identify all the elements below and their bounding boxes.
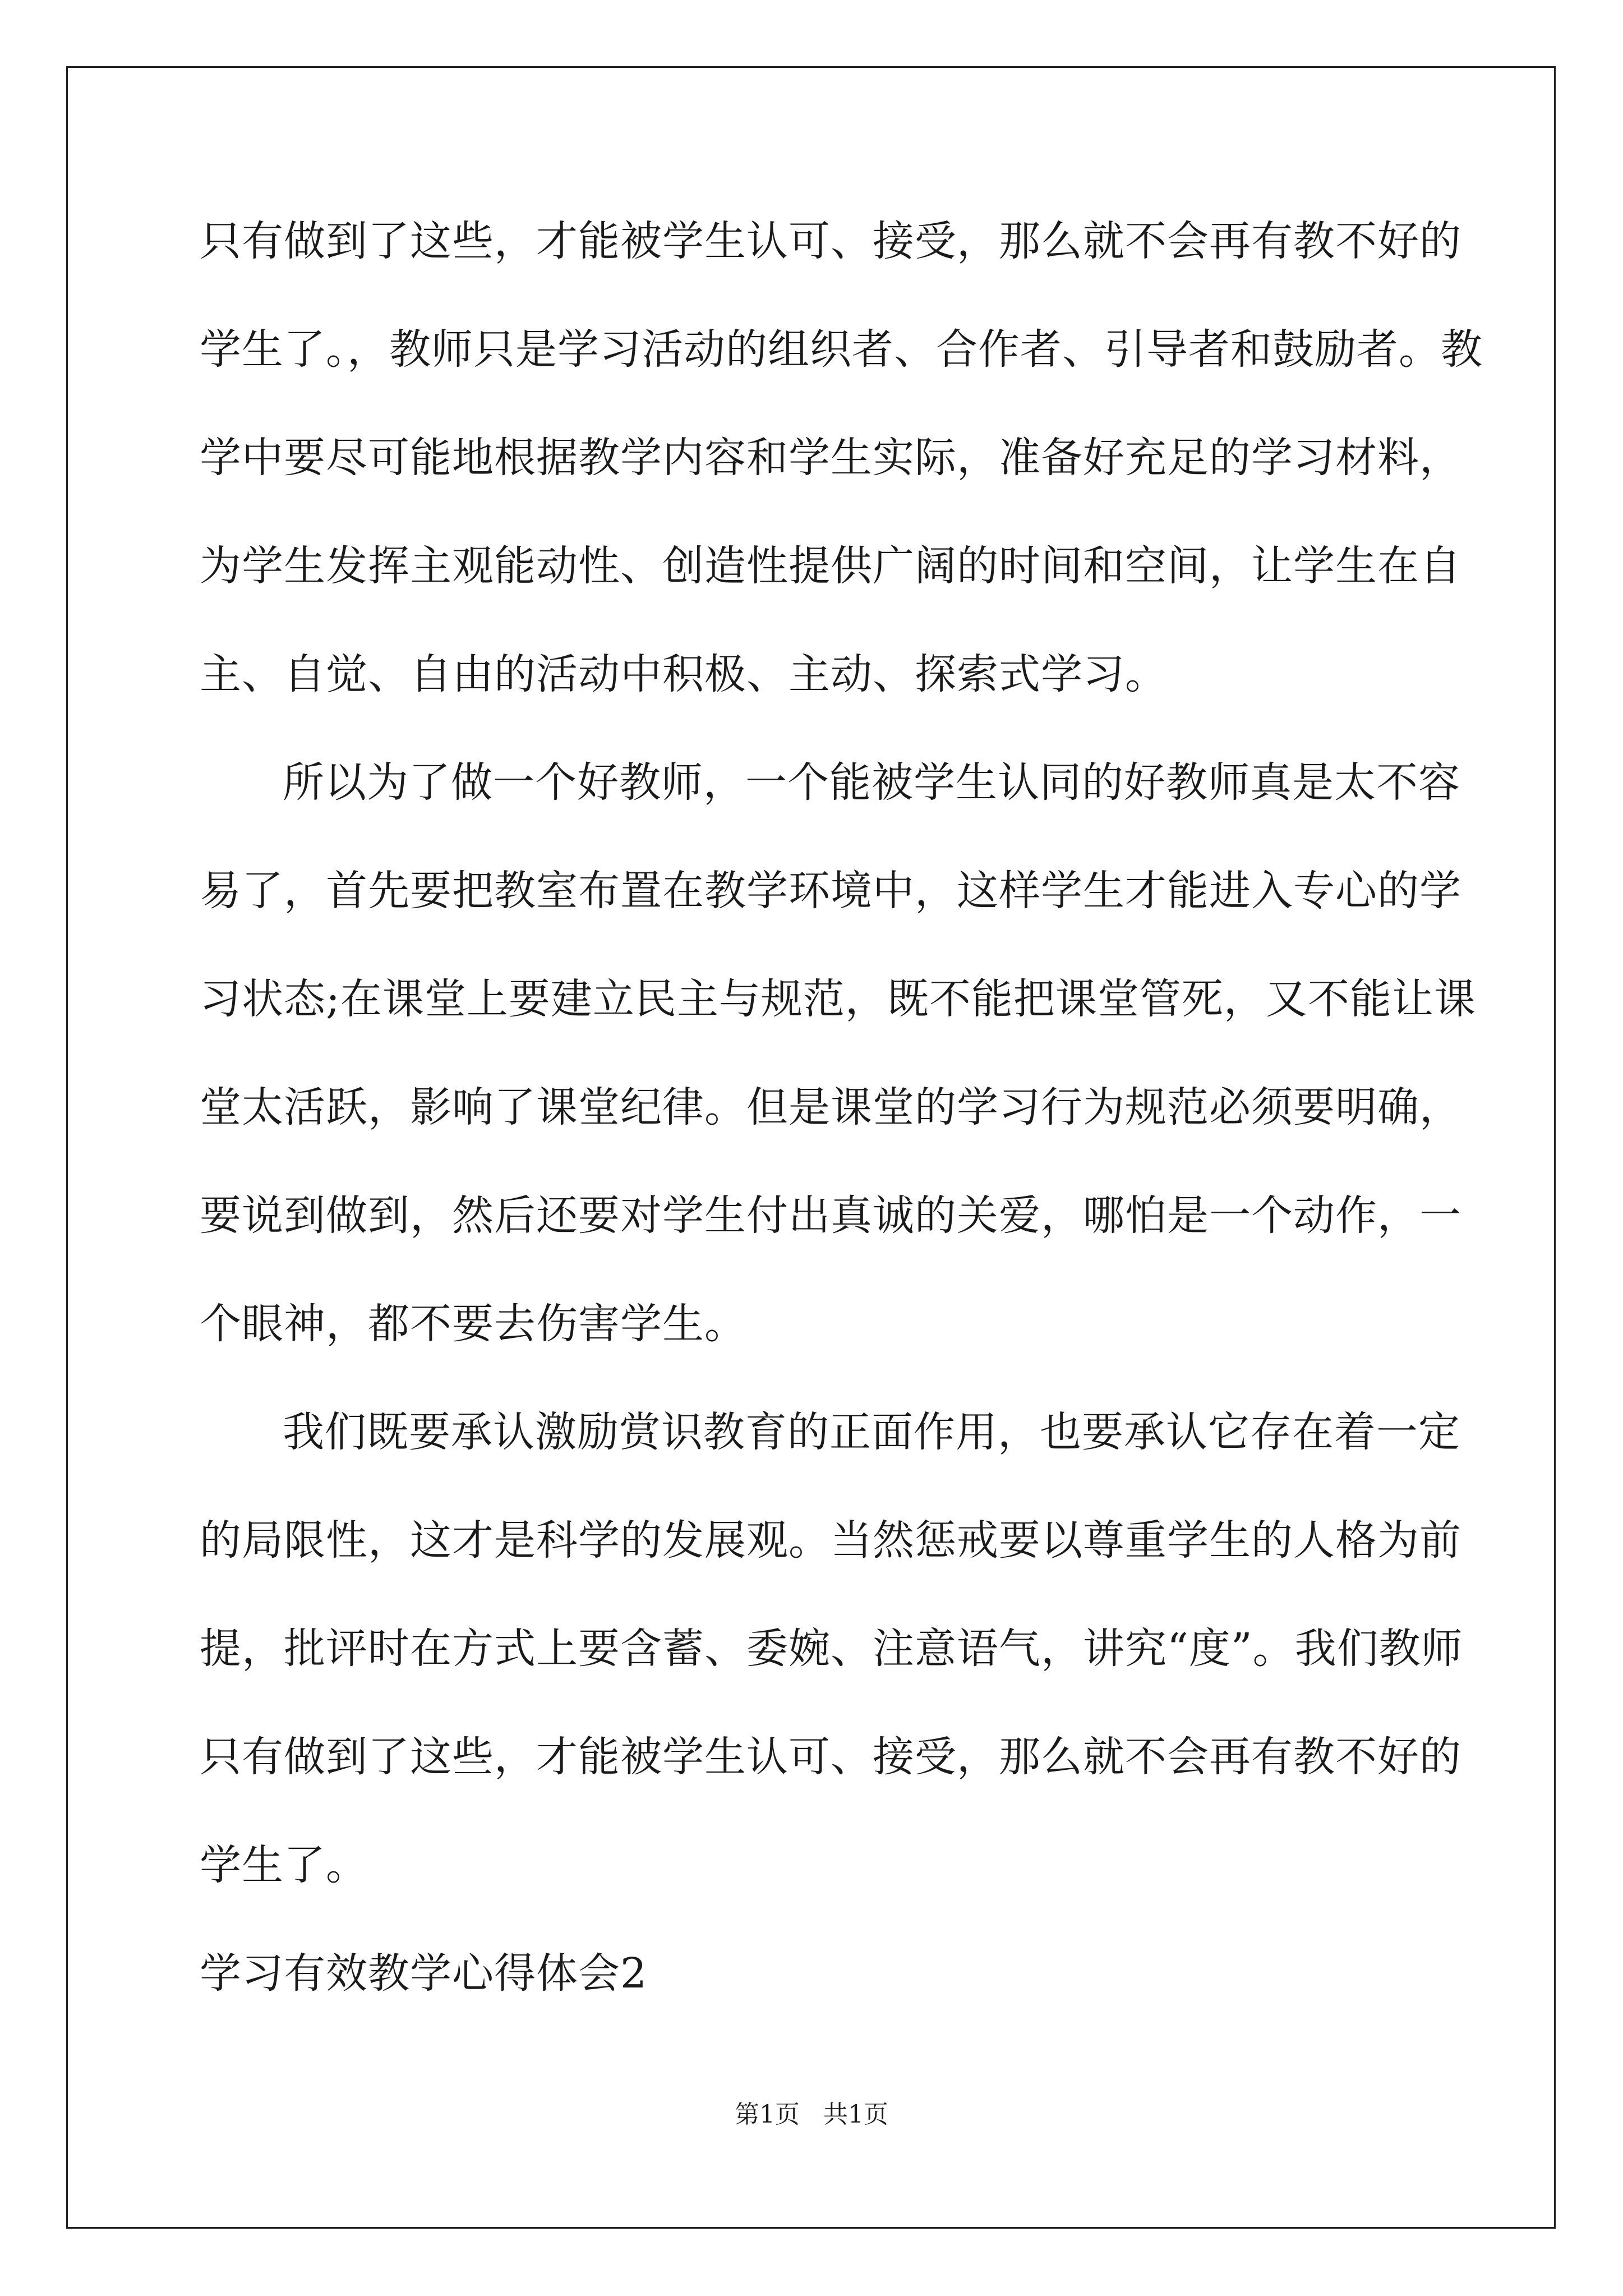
- text-line: 的局限性，这才是科学的发展观。当然惩戒要以尊重学生的人格为前: [200, 1516, 1461, 1565]
- text-line: 只有做到了这些，才能被学生认可、接受，那么就不会再有教不好的: [200, 217, 1461, 265]
- page-footer: 第1页 共1页: [735, 2100, 888, 2129]
- document-body: [200, 205, 1483, 2045]
- text-line: 提，批评时在方式上要含蓄、委婉、注意语气，讲究“度”。我们教师: [200, 1625, 1463, 1673]
- text-line: 学生了。: [200, 1841, 368, 1889]
- text-line: 易了，首先要把教室布置在教学环境中，这样学生才能进入专心的学: [200, 867, 1461, 915]
- text-line: 学中要尽可能地根据教学内容和学生实际，准备好充足的学习材料，: [200, 434, 1461, 482]
- section-heading: 学习有效教学心得体会2: [200, 1949, 648, 1998]
- text-line: 习状态;在课堂上要建立民主与规范，既不能把课堂管死，又不能让课: [200, 975, 1476, 1023]
- text-line: 学生了。，教师只是学习活动的组织者、合作者、引导者和鼓励者。教: [200, 325, 1483, 374]
- paragraph-start-line: 所以为了做一个好教师，一个能被学生认同的好教师真是太不容: [283, 758, 1460, 807]
- text-line: 主、自觉、自由的活动中积极、主动、探索式学习。: [200, 650, 1167, 698]
- paragraph-start-line: 我们既要承认激励赏识教育的正面作用，也要承认它存在着一定: [283, 1408, 1460, 1456]
- text-line: 要说到做到，然后还要对学生付出真诚的关爱，哪怕是一个动作，一: [200, 1191, 1461, 1240]
- text-line: 只有做到了这些，才能被学生认可、接受，那么就不会再有教不好的: [200, 1733, 1461, 1781]
- text-line: 为学生发挥主观能动性、创造性提供广阔的时间和空间，让学生在自: [200, 542, 1461, 590]
- text-line: 个眼神，都不要去伤害学生。: [200, 1300, 746, 1348]
- text-line: 堂太活跃，影响了课堂纪律。但是课堂的学习行为规范必须要明确，: [200, 1083, 1461, 1131]
